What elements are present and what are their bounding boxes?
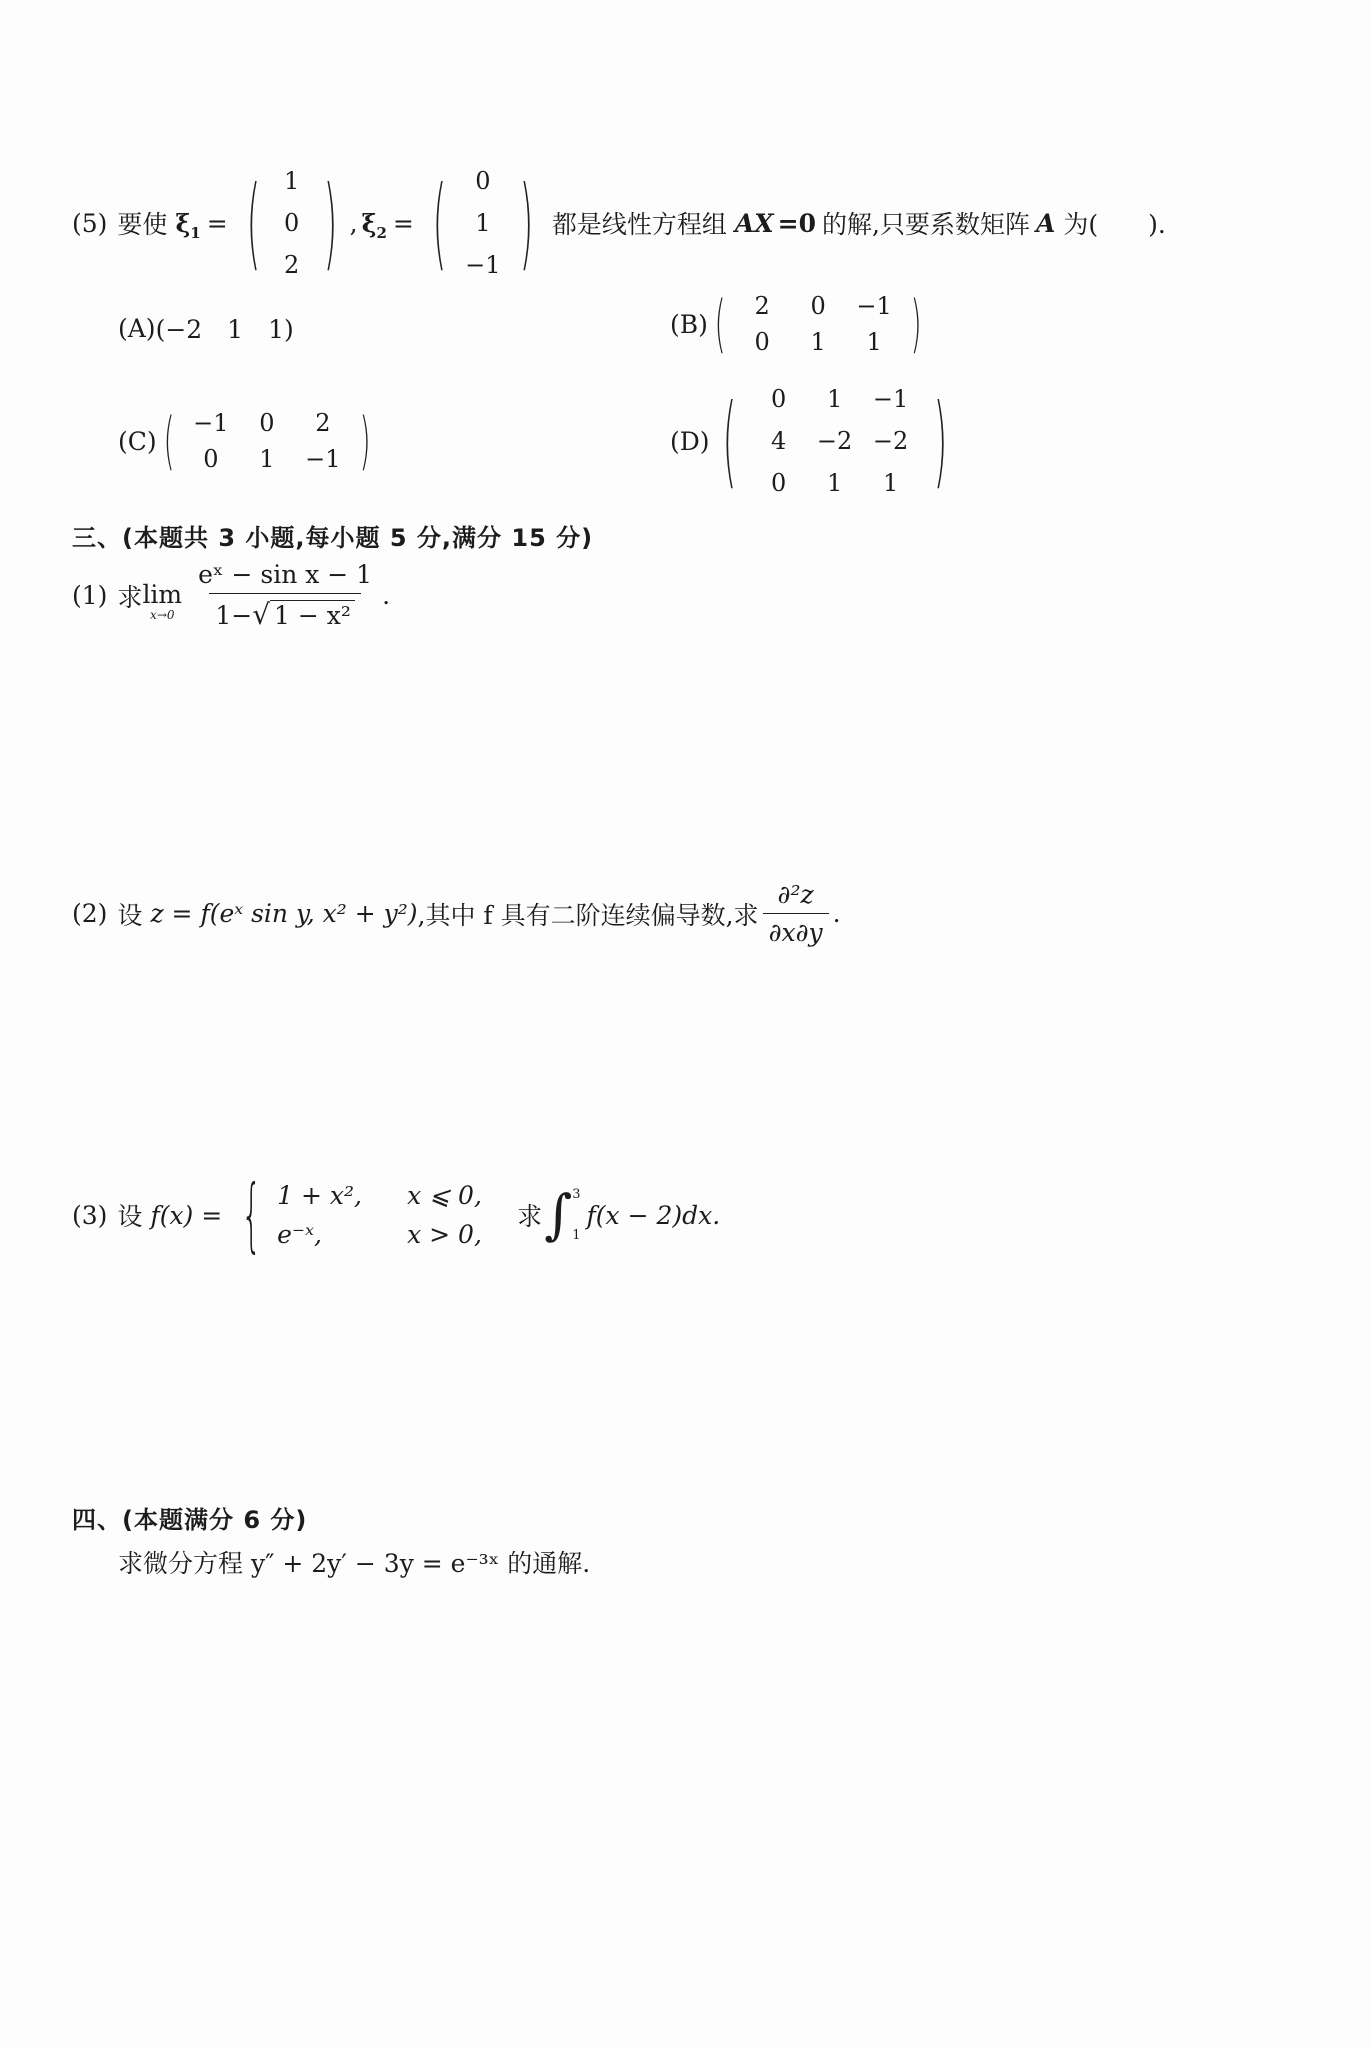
piecewise-cases (277, 1181, 517, 1249)
q3-3-ask: 求 (517, 1202, 543, 1231)
option-c-matrix (183, 405, 351, 477)
option-c (118, 405, 377, 477)
option-d (670, 378, 960, 504)
q3-2-tail: . (832, 899, 841, 928)
xi2-symbol: $\xi_2$ (361, 208, 387, 242)
option-a-value: (−2 1 1) (155, 315, 294, 344)
matrix-entry: 1 (259, 445, 275, 473)
q3-3-number: (3) (72, 1200, 108, 1230)
matrix-entry: −1 (872, 385, 909, 413)
limit-numerator: eˣ − sin x − 1 (198, 560, 373, 589)
q5-lead: 要使 (117, 210, 168, 239)
xi1-symbol: $\xi_1$ (175, 208, 201, 242)
q3-3-fx: f(x) = (150, 1200, 223, 1230)
xi1-vector (275, 160, 309, 286)
integrand: f(x − 2)dx. (586, 1200, 721, 1230)
option-b (670, 288, 928, 360)
option-d-left-paren: ( (722, 382, 736, 499)
matrix-entry: 1 (882, 469, 899, 497)
case2-cond: x > 0, (407, 1220, 482, 1249)
matrix-entry: 4 (770, 427, 787, 455)
xi1-entry: 2 (284, 251, 300, 279)
xi1-entry: 1 (284, 167, 300, 195)
xi2-entry: 1 (475, 209, 491, 237)
option-d-label: (D) (670, 426, 710, 456)
option-a-label: (A) (118, 313, 156, 343)
matrix-entry: 1 (826, 469, 843, 497)
matrix-entry: 1 (810, 328, 826, 356)
matrix-entry: 0 (770, 385, 787, 413)
q5-eq2: = (392, 208, 414, 238)
case1-cond: x ⩽ 0, (407, 1181, 482, 1210)
q5-text3: 为( ). (1063, 210, 1166, 239)
matrix-entry: −2 (872, 427, 909, 455)
matrix-entry: 2 (315, 409, 331, 437)
option-b-matrix (734, 288, 902, 360)
section3-heading: 三、(本题共 3 小题,每小题 5 分,满分 15 分) (72, 524, 594, 552)
q5-line (72, 160, 1166, 286)
partial-denominator: ∂x∂y (763, 913, 829, 947)
xi2-left-paren: ( (432, 164, 447, 281)
matrix-entry: 0 (203, 445, 219, 473)
q5-text: 都是线性方程组 (551, 210, 727, 239)
partial-fraction (763, 880, 829, 947)
integral-limits (572, 1187, 580, 1243)
matrix-entry: 0 (259, 409, 275, 437)
piecewise-brace: { (241, 1168, 262, 1261)
q5-comma: , (349, 208, 358, 238)
limit-denominator: 1−√ 1 − x² (209, 593, 361, 631)
q3-3-lead: 设 (117, 1202, 143, 1231)
matrix-entry: −1 (856, 292, 892, 320)
case1-expr: 1 + x², (277, 1181, 362, 1210)
q5-text2: 的解,只要系数矩阵 (822, 210, 1030, 239)
xi1-left-paren: ( (246, 164, 260, 281)
option-c-right-paren: ) (359, 404, 371, 477)
q5-number: (5) (72, 208, 108, 238)
q3-1-line (72, 560, 390, 631)
xi2-entry: 0 (475, 167, 491, 195)
q3-2-expr: z = f(eˣ sin y, x² + y²) (150, 899, 418, 928)
q3-2-line (72, 880, 841, 947)
matrix-entry: 2 (754, 292, 770, 320)
q3-2-lead: 设 (117, 900, 143, 930)
case2-expr: e⁻ˣ, (277, 1220, 322, 1249)
matrix-entry: 0 (754, 328, 770, 356)
option-b-label: (B) (670, 309, 708, 339)
q3-2-number: (2) (72, 899, 108, 928)
xi2-entry: −1 (465, 251, 501, 279)
q5-A: A (1035, 208, 1056, 238)
option-d-right-paren: ) (933, 382, 947, 499)
sqrt-sign: √ (252, 598, 271, 631)
option-b-right-paren: ) (910, 287, 922, 360)
xi2-vector (461, 160, 505, 286)
xi2-right-paren: ) (519, 164, 534, 281)
option-b-left-paren: ( (714, 287, 726, 360)
q3-1-number: (1) (72, 581, 108, 610)
limit-fraction (192, 560, 378, 631)
option-a (118, 310, 294, 346)
integral-upper: 3 (572, 1187, 581, 1202)
section4-heading: 四、(本题满分 6 分) (72, 1506, 308, 1534)
limit-operator: lim x→0 (142, 580, 183, 622)
matrix-entry: 0 (770, 469, 787, 497)
section4-question: 求微分方程 y″ + 2y′ − 3y = e⁻³ˣ 的通解. (118, 1549, 591, 1578)
matrix-entry: 1 (826, 385, 843, 413)
q3-1-tail: . (382, 581, 391, 610)
option-c-left-paren: ( (163, 404, 175, 477)
integral-lower: 1 (572, 1228, 581, 1243)
matrix-entry: 1 (866, 328, 882, 356)
matrix-entry: −1 (193, 409, 229, 437)
q3-3-line (72, 1168, 721, 1261)
matrix-entry: −1 (305, 445, 341, 473)
xi1-entry: 0 (284, 209, 300, 237)
partial-numerator: ∂²z (777, 880, 814, 909)
q5-AX: AX (734, 208, 774, 238)
option-d-matrix (751, 378, 919, 504)
q5-eq1: = (206, 208, 228, 238)
matrix-entry: 0 (810, 292, 826, 320)
q5-eq0: =0 (777, 208, 817, 238)
matrix-entry: −2 (816, 427, 853, 455)
xi1-right-paren: ) (323, 164, 337, 281)
q3-2-text: ,其中 f 具有二阶连续偏导数,求 (417, 900, 759, 930)
integral-sign: ∫ (544, 1183, 573, 1246)
option-c-label: (C) (118, 426, 157, 456)
q3-1-lead: 求 (117, 582, 143, 612)
